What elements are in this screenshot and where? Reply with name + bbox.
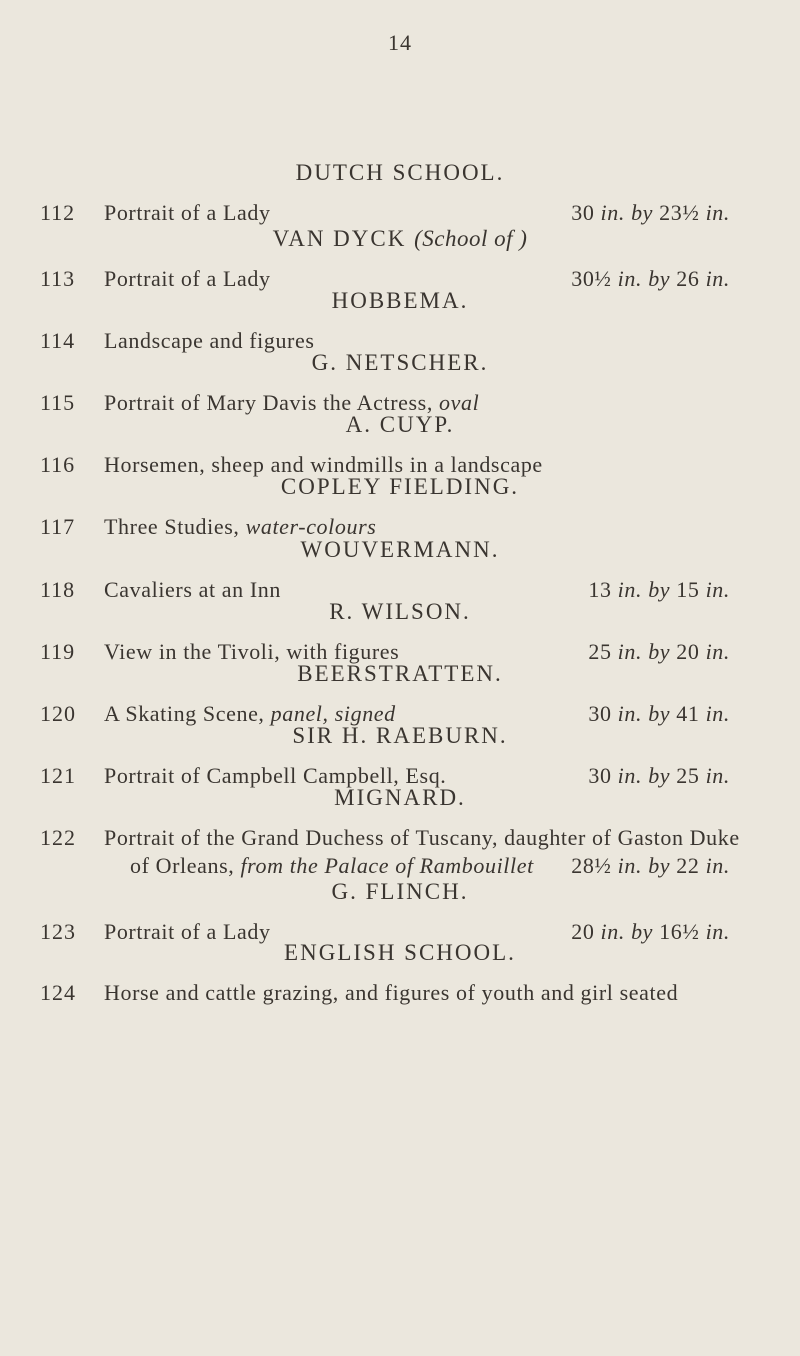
artist-name: VAN DYCK <box>272 226 407 251</box>
artist-name: BEERSTRATTEN. <box>297 661 503 686</box>
catalogue-entry <box>0 226 800 291</box>
lot-title-continuation <box>130 853 534 879</box>
dimension-width: 26 <box>676 266 700 291</box>
dimension-by: by <box>648 266 671 291</box>
dimension-height: 30 <box>588 763 612 788</box>
lot-title-text: Portrait of the Grand Duchess of Tuscany, daughter of Gaston Duke <box>104 825 740 850</box>
catalogue-entry <box>0 940 800 1005</box>
lot-title-text: A Skating Scene, <box>104 701 265 726</box>
catalogue-entry <box>0 160 800 225</box>
artist-heading <box>0 785 800 811</box>
dimension-by: by <box>631 200 654 225</box>
catalogue-entry <box>0 288 800 353</box>
artist-name: SIR H. RAEBURN. <box>292 723 508 748</box>
artist-name: ENGLISH SCHOOL. <box>284 940 516 965</box>
lot-number: 123 <box>40 919 76 944</box>
dimension-unit: in. <box>617 577 643 602</box>
lot-title-text: Portrait of a Lady <box>104 266 271 291</box>
catalogue-entry <box>0 661 800 726</box>
artist-name: DUTCH SCHOOL. <box>295 160 505 185</box>
lot-provenance: from the Palace of Rambouillet <box>240 853 534 878</box>
artist-heading <box>0 879 800 905</box>
artist-heading <box>0 537 800 563</box>
dimension-by: by <box>648 639 671 664</box>
dimension-unit: in. <box>705 701 730 726</box>
artist-heading <box>0 412 800 438</box>
lot-number: 119 <box>40 639 76 664</box>
catalogue-entry <box>0 879 800 944</box>
artist-heading <box>0 661 800 687</box>
dimension-width: 41 <box>676 701 700 726</box>
dimension-width: 15 <box>676 577 700 602</box>
lot-number: 114 <box>40 328 76 353</box>
artist-heading <box>0 350 800 376</box>
lot-title <box>104 200 271 226</box>
dimension-height: 13 <box>588 577 612 602</box>
lot-title-text: Three Studies, <box>104 514 240 539</box>
lot-dimensions <box>571 853 730 879</box>
artist-name: G. FLINCH. <box>331 879 469 904</box>
lot-title-note: oval <box>439 390 480 415</box>
dimension-height: 30 <box>571 200 595 225</box>
artist-heading <box>0 940 800 966</box>
dimension-height: 25 <box>588 639 612 664</box>
artist-name: WOUVERMANN. <box>300 537 500 562</box>
lot-number: 115 <box>40 390 76 415</box>
lot-title-text: View in the Tivoli, with figures <box>104 639 400 664</box>
lot-title-text: Portrait of a Lady <box>104 200 271 225</box>
dimension-unit: in. <box>705 266 730 291</box>
lot-title-text: Horsemen, sheep and windmills in a landscape <box>104 452 543 477</box>
dimension-width: 20 <box>676 639 700 664</box>
dimension-width: 23½ <box>659 200 700 225</box>
lot-title-text: Horse and cattle grazing, and figures of youth and girl seated <box>104 980 679 1005</box>
dimension-height: 28½ <box>571 853 612 878</box>
artist-name: HOBBEMA. <box>331 288 469 313</box>
catalogue-entry <box>0 785 800 878</box>
lot-title <box>104 980 678 1006</box>
dimension-unit: in. <box>617 853 643 878</box>
artist-heading <box>0 599 800 625</box>
catalogue-entry <box>0 350 800 415</box>
lot-number: 116 <box>40 452 76 477</box>
lot-title-text: Cavaliers at an Inn <box>104 577 281 602</box>
lot-title-text: Landscape and figures <box>104 328 315 353</box>
lot-number: 117 <box>40 514 76 539</box>
artist-name: COPLEY FIELDING. <box>280 474 520 499</box>
artist-heading <box>0 474 800 500</box>
dimension-unit: in. <box>705 919 730 944</box>
artist-heading <box>0 288 800 314</box>
catalogue-entry <box>0 599 800 664</box>
dimension-by: by <box>648 853 671 878</box>
artist-name: A. CUYP. <box>345 412 455 437</box>
dimension-unit: in. <box>600 200 625 225</box>
lot-title-text: Portrait of Mary Davis the Actress, <box>104 390 433 415</box>
lot-dimensions <box>571 200 730 226</box>
artist-qualifier: (School of ) <box>414 226 528 251</box>
page-number: 14 <box>388 30 412 55</box>
dimension-unit: in. <box>617 701 643 726</box>
dimension-by: by <box>631 919 654 944</box>
lot-title-note: water-colours <box>245 514 377 539</box>
lot-number: 120 <box>40 701 76 726</box>
catalogue-entry <box>0 537 800 602</box>
lot-number: 121 <box>40 763 76 788</box>
lot-title-text: Portrait of a Lady <box>104 919 271 944</box>
dimension-by: by <box>648 763 671 788</box>
dimension-width: 16½ <box>659 919 700 944</box>
catalogue-entry <box>0 474 800 539</box>
dimension-height: 20 <box>571 919 595 944</box>
artist-name: G. NETSCHER. <box>311 350 489 375</box>
lot-title-text: Portrait of Campbell Campbell, Esq. <box>104 763 447 788</box>
lot-number: 124 <box>40 980 76 1005</box>
dimension-unit: in. <box>617 266 643 291</box>
lot-number: 113 <box>40 266 76 291</box>
dimension-unit: in. <box>617 763 643 788</box>
dimension-unit: in. <box>617 639 643 664</box>
artist-name: MIGNARD. <box>334 785 466 810</box>
catalogue-entry <box>0 723 800 788</box>
lot-title <box>104 825 740 851</box>
artist-heading <box>0 226 800 252</box>
catalogue-entry <box>0 412 800 477</box>
lot-title-line2: of Orleans, <box>130 853 235 878</box>
dimension-unit: in. <box>705 763 730 788</box>
dimension-height: 30 <box>588 701 612 726</box>
lot-number: 118 <box>40 577 76 602</box>
artist-name: R. WILSON. <box>329 599 471 624</box>
dimension-height: 30½ <box>571 266 612 291</box>
dimension-width: 25 <box>676 763 700 788</box>
dimension-unit: in. <box>705 853 730 878</box>
dimension-by: by <box>648 701 671 726</box>
lot-number: 122 <box>40 825 76 850</box>
dimension-unit: in. <box>600 919 625 944</box>
artist-heading <box>0 723 800 749</box>
dimension-unit: in. <box>705 200 730 225</box>
lot-title-note: panel, signed <box>270 701 396 726</box>
lot-number: 112 <box>40 200 76 225</box>
dimension-unit: in. <box>705 639 730 664</box>
dimension-width: 22 <box>676 853 700 878</box>
dimension-by: by <box>648 577 671 602</box>
artist-heading <box>0 160 800 186</box>
dimension-unit: in. <box>705 577 730 602</box>
